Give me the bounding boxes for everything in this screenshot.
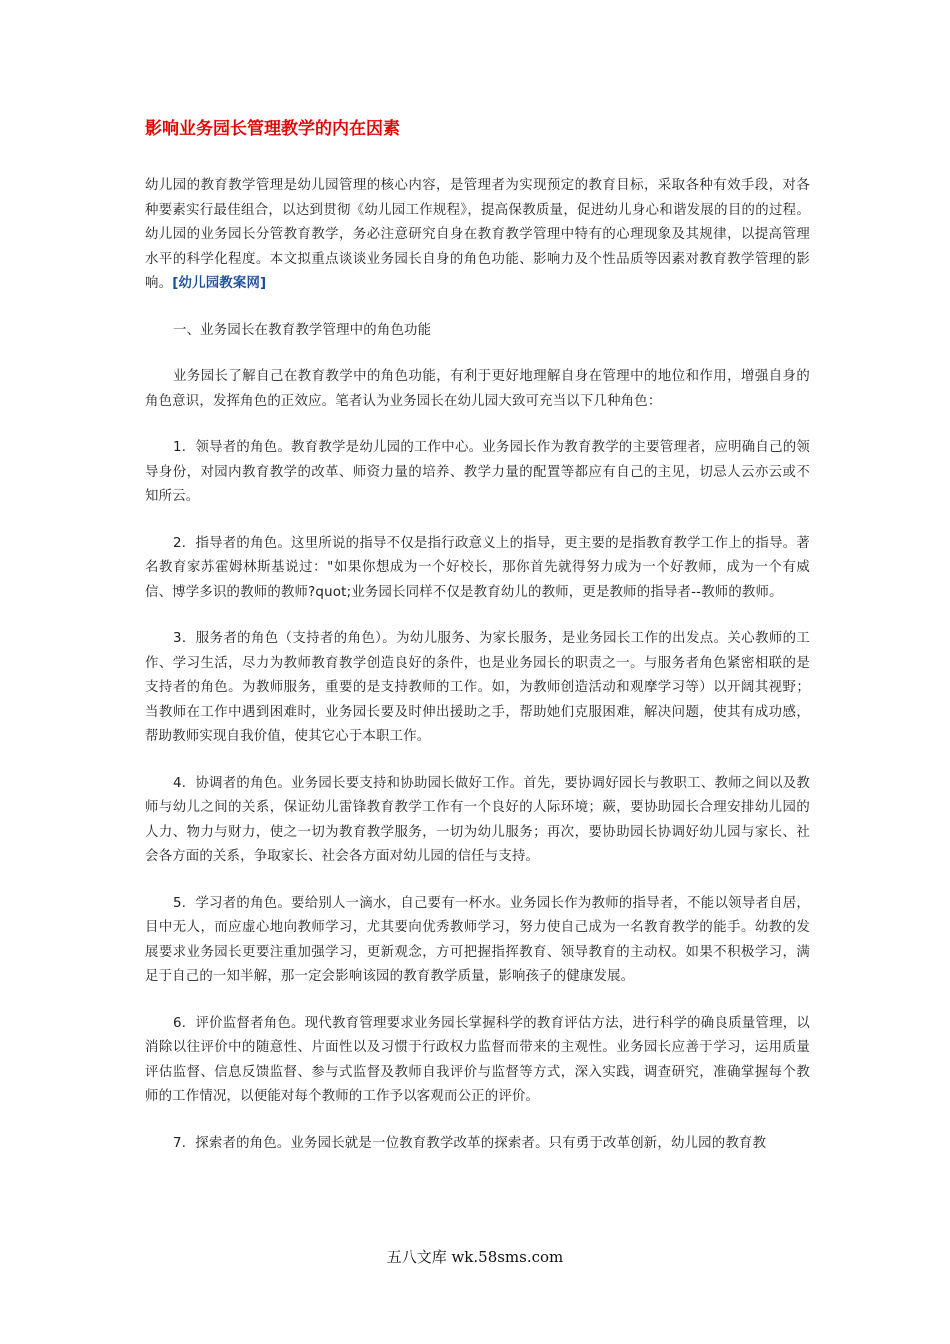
document-page — [145, 118, 810, 1178]
source-link[interactable]: [幼儿园教案网] — [172, 276, 267, 291]
intro-paragraph — [145, 174, 810, 297]
article-title: 影响业务园长管理教学的内在因素 — [145, 119, 400, 139]
role-item-7: 7．探索者的角色。业务园长就是一位教育教学改革的探索者。只有勇于改革创新，幼儿园的教育教 — [173, 1135, 767, 1151]
role-item-3: 3．服务者的角色（支持者的角色）。为幼儿服务、为家长服务，是业务园长工作的出发点。关心教师的工作、学习生活，尽力为教师教育教学创造良好的条件，也是业务园长的职责之一。与服务者角色紧密相联的是支持者的角色。为教师服务，重要的是支持教师的工作。如，为教师创造活动和观摩学习等）以开阔其视野；当教师在工作中遇到困难时，业务园长要及时伸出援助之手，帮助她们克服困难，解决问题，使其有成功感，帮助教师实现自我价值，使其它心于本职工作。 — [145, 631, 810, 744]
role-item-4: 4．协调者的角色。业务园长要支持和协助园长做好工作。首先，要协调好园长与教职工、教师之间以及教师与幼儿之间的关系，保证幼儿雷锋教育教学工作有一个良好的人际环境；蕨，要协助园长合理安排幼儿园的人力、物力与财力，使之一切为教育教学服务，一切为幼儿服务；再次，要协助园长协调好幼儿园与家长、社会各方面的关系，争取家长、社会各方面对幼儿园的信任与支持。 — [145, 775, 810, 864]
role-item-2: 2．指导者的角色。这里所说的指导不仅是指行政意义上的指导，更主要的是指教育教学工作上的指导。著名教育家苏霍姆林斯基说过："如果你想成为一个好校长，那你首先就得努力成为一个好教师，成为一个有威信、博学多识的教师的教师?quot;业务园长同样不仅是教育幼儿的教师，更是教师的指导者--教师的教师。 — [145, 535, 810, 600]
role-item-6: 6．评价监督者角色。现代教育管理要求业务园长掌握科学的教育评估方法，进行科学的确良质量管理，以消除以往评价中的随意性、片面性以及习惯于行政权力监督而带来的主观性。业务园长应善于学习，运用质量评估监督、信息反馈监督、参与式监督及教师自我评价与监督等方式，深入实践，调查研究，准确掌握每个教师的工作情况，以便能对每个教师的工作予以客观而公正的评价。 — [145, 1015, 810, 1104]
page-footer: 五八文库 wk.58sms.com — [386, 1248, 564, 1266]
section1-intro: 业务园长了解自己在教育教学中的角色功能，有利于更好地理解自身在管理中的地位和作用，增强自身的角色意识，发挥角色的正效应。笔者认为业务园长在幼儿园大致可充当以下几种角色： — [145, 369, 810, 409]
role-item-5: 5．学习者的角色。要给别人一滴水，自己要有一杯水。业务园长作为教师的指导者，不能以领导者自居，目中无人，而应虚心地向教师学习，尤其要向优秀教师学习，努力使自己成为一名教育教学的能手。幼教的发展要求业务园长更要注重加强学习，更新观念，方可把握指挥教育、领导教育的主动权。如果不积极学习，满足于自己的一知半解，那一定会影响该园的教育教学质量，影响孩子的健康发展。 — [145, 895, 810, 984]
role-item-1: 1．领导者的角色。教育教学是幼儿园的工作中心。业务园长作为教育教学的主要管理者，应明确自己的领导身份，对园内教育教学的改革、师资力量的培养、教学力量的配置等都应有自己的主见，切忌人云亦云或不知所云。 — [145, 440, 810, 504]
section1-heading: 一、业务园长在教育教学管理中的角色功能 — [173, 322, 432, 338]
intro-text: 幼儿园的教育教学管理是幼儿园管理的核心内容，是管理者为实现预定的教育目标，采取各种有效手段，对各种要素实行最佳组合，以达到贯彻《幼儿园工作规程》，提高保教质量，促进幼儿身心和谐发展的目的的过程。幼儿园的业务园长分管教育教学，务必注意研究自身在教育教学管理中特有的心理现象及其规律，以提高管理水平的科学化程度。本文拟重点谈谈业务园长自身的角色功能、影响力及个性品质等因素对教育教学管理的影响。 — [145, 178, 810, 291]
